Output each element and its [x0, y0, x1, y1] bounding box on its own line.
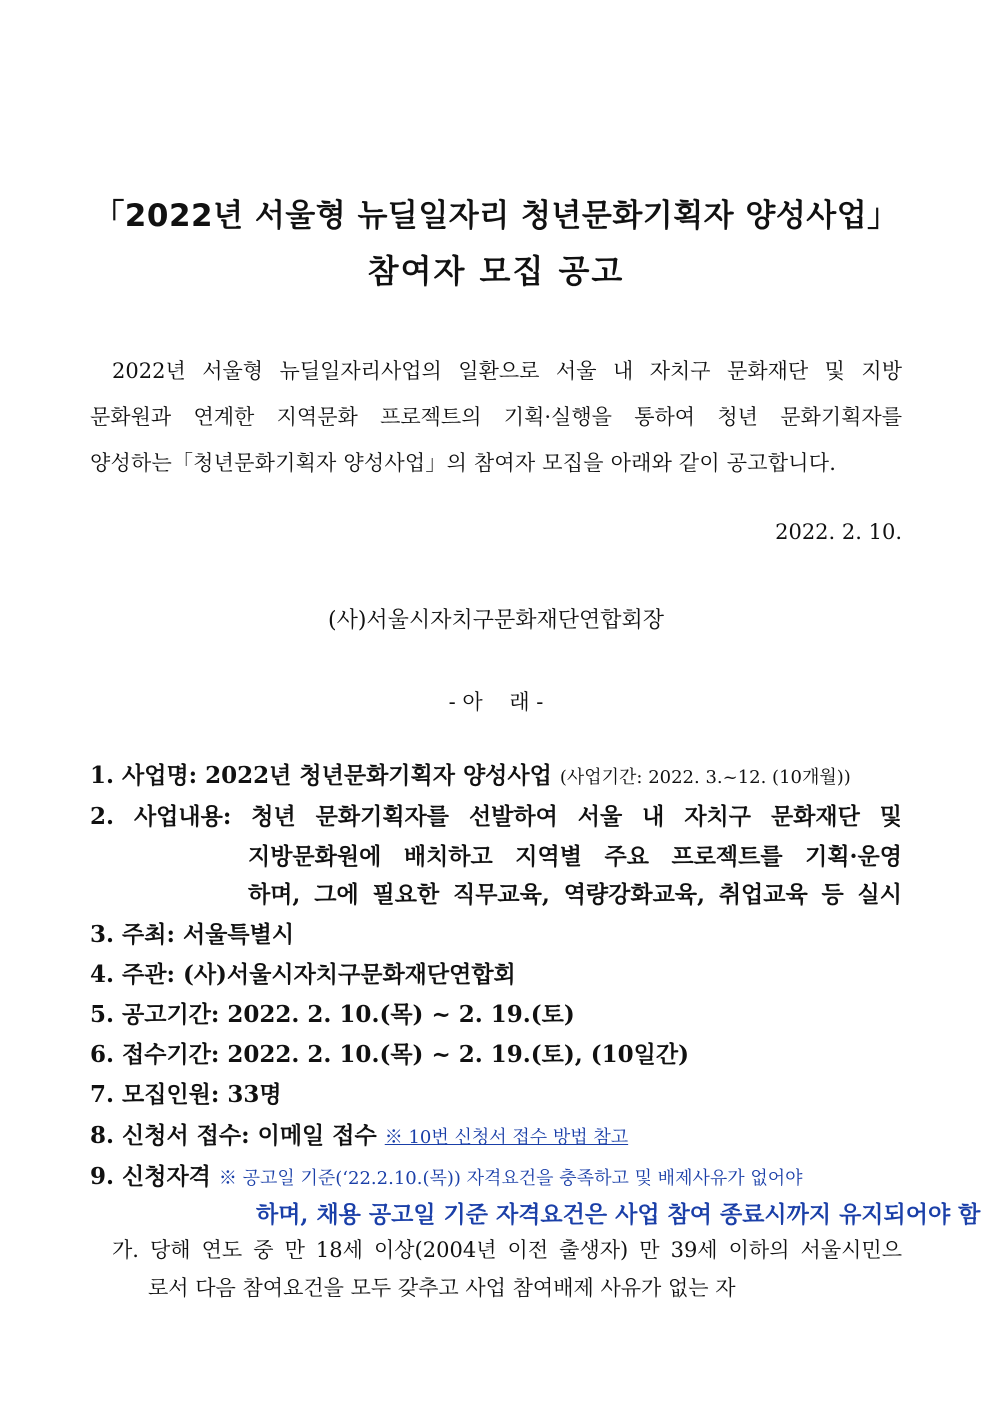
item-9-note-1: ※ 공고일 기준(‘22.2.10.(목)) 자격요건을 충족하고 및 배제사유가 없어야 [218, 1168, 803, 1189]
item-3: 3. 주최: 서울특별시 [90, 921, 295, 948]
item-6: 6. 접수기간: 2022. 2. 10.(목) ~ 2. 19.(토), (10일간) [90, 1041, 689, 1068]
item-9 [90, 1158, 803, 1191]
item-2-label: 2. 사업내용: 청년 문화기획자를 선발하여 서울 내 자치구 문화재단 및 [90, 803, 902, 830]
item-9-label: 9. 신청자격 [90, 1163, 211, 1190]
item-5: 5. 공고기간: 2022. 2. 10.(목) ~ 2. 19.(토) [90, 1001, 575, 1028]
announcement-date: 2022. 2. 10. [775, 520, 902, 544]
intro-line-2: 문화원과 연계한 지역문화 프로젝트의 기획·실행을 통하여 청년 문화기획자를 [90, 405, 902, 429]
item-8 [90, 1117, 628, 1150]
item-9-note-2: 하며, 채용 공고일 기준 자격요건은 사업 참여 종료시까지 유지되어야 함 [256, 1201, 981, 1228]
item-9-ga-line-2: 로서 다음 참여요건을 모두 갖추고 사업 참여배제 사유가 없는 자 [148, 1276, 736, 1300]
intro-line-3: 양성하는「청년문화기획자 양성사업」의 참여자 모집을 아래와 같이 공고합니다. [90, 451, 837, 475]
item-8-note: ※ 10번 신청서 접수 방법 참고 [384, 1127, 629, 1148]
title-line-2: 참여자 모집 공고 [367, 252, 625, 290]
item-2-cont-1: 지방문화원에 배치하고 지역별 주요 프로젝트를 기획·운영 [248, 843, 902, 870]
item-1-period: (사업기간: 2022. 3.~12. (10개월)) [559, 767, 851, 788]
organization-name: (사)서울시자치구문화재단연합회장 [328, 608, 664, 633]
title-line-1: 「2022년 서울형 뉴딜일자리 청년문화기획자 양성사업」 [93, 198, 899, 234]
intro-line-1: 2022년 서울형 뉴딜일자리사업의 일환으로 서울 내 자치구 문화재단 및 지방 [112, 359, 902, 383]
item-2 [90, 798, 902, 831]
item-4: 4. 주관: (사)서울시자치구문화재단연합회 [90, 961, 516, 988]
item-1 [90, 757, 851, 790]
item-1-label: 1. 사업명: 2022년 청년문화기획자 양성사업 [90, 762, 552, 789]
item-8-label: 8. 신청서 접수: 이메일 접수 [90, 1122, 377, 1149]
intro-paragraph [90, 348, 902, 486]
item-9-ga-line-1: 가. 당해 연도 중 만 18세 이상(2004년 이전 출생자) 만 39세 이하의 서울시민으 [112, 1238, 902, 1262]
section-heading-arae: - 아 래 - [448, 690, 544, 714]
item-7: 7. 모집인원: 33명 [90, 1081, 282, 1108]
item-2-cont-2: 하며, 그에 필요한 직무교육, 역량강화교육, 취업교육 등 실시 [248, 881, 902, 908]
